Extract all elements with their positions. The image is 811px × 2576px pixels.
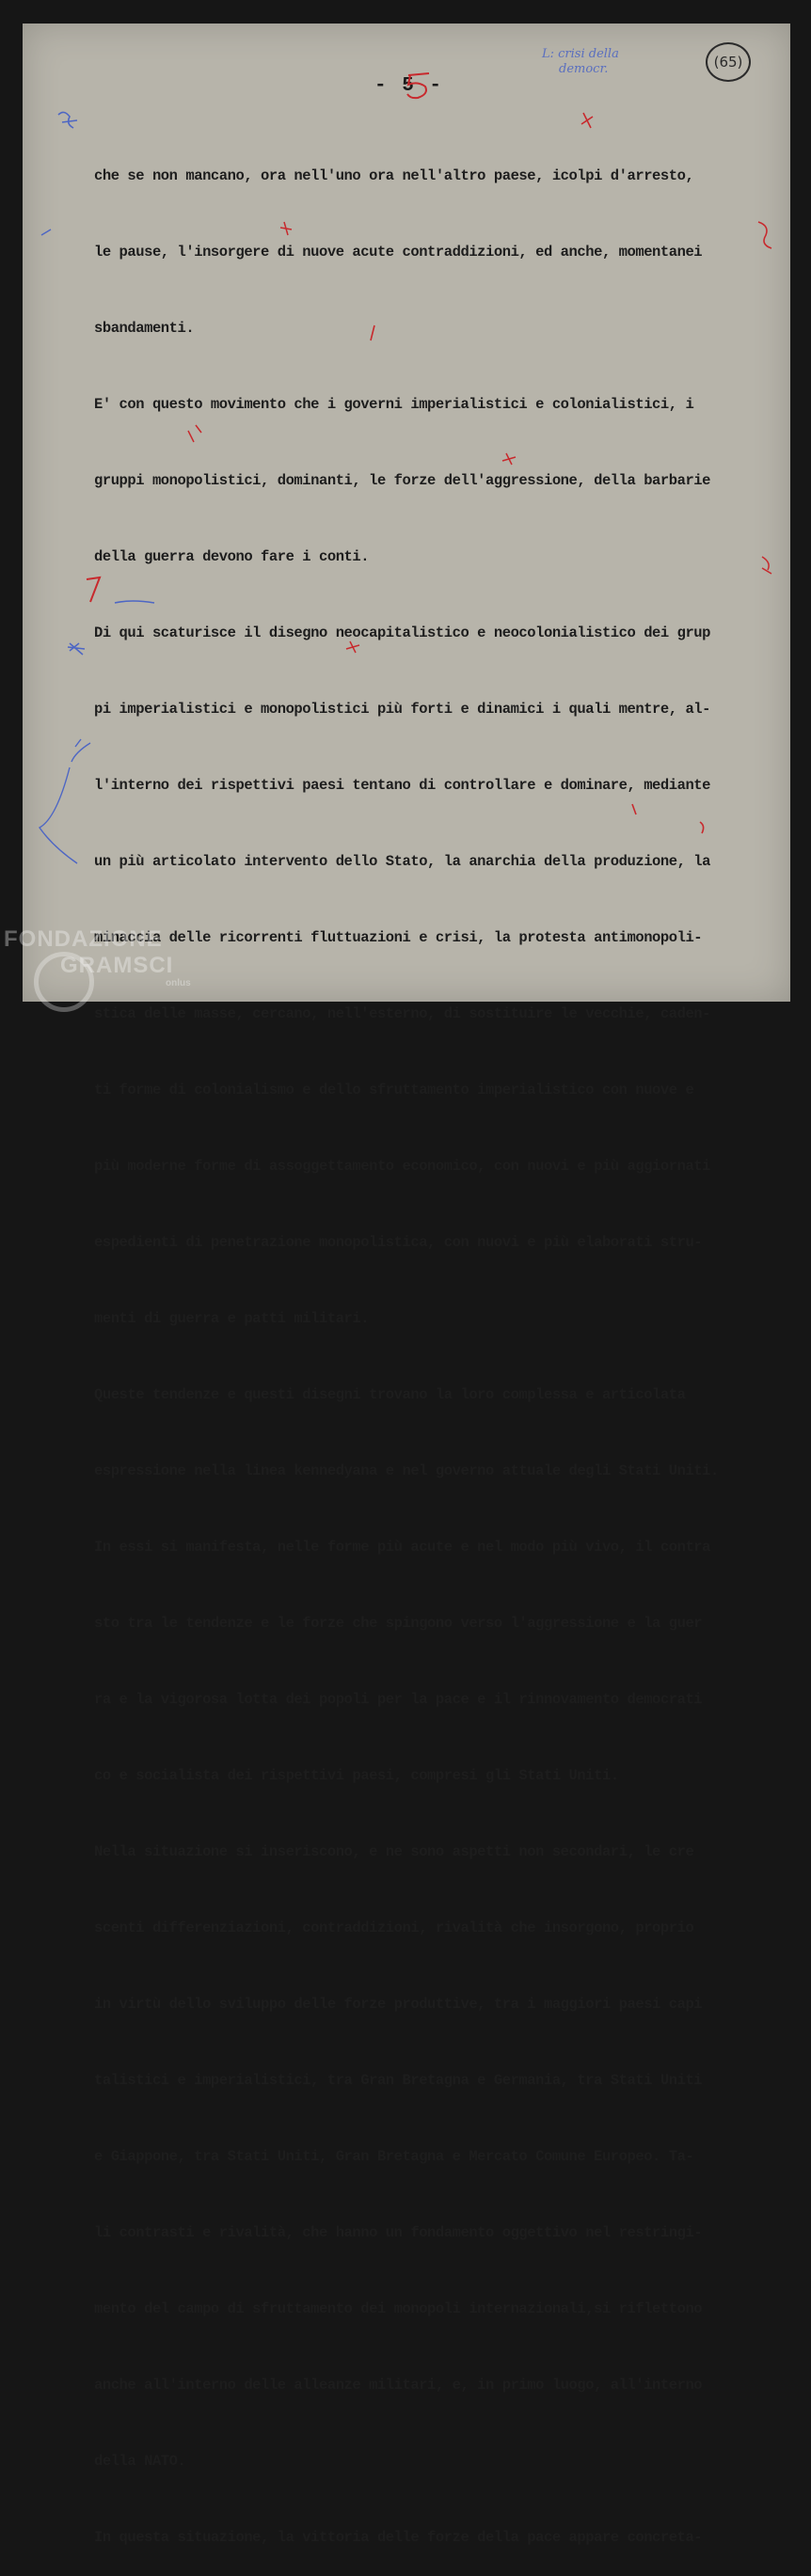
text-line: scenti differenziazioni, contraddizioni, rivalità che insorgono, proprio: [94, 1920, 694, 1936]
text-line: gruppi monopolistici, dominanti, le forze dell'aggressione, della barbarie: [94, 472, 711, 489]
text-line: della NATO.: [94, 2453, 186, 2470]
text-line: ra e la vigorosa lotta dei popoli per la pace e il rinnovamento democrati: [94, 1691, 703, 1708]
archive-page-number: (65): [706, 42, 751, 82]
margin-note-line-2: democr.: [559, 62, 609, 76]
text-line: talistici e imperialistici, tra Gran Bretagna e Germania, tra Stati Uniti: [94, 2072, 703, 2089]
text-line: li contrasti e rivalità, che hanno un fondamento oggettivo nel restringi-: [94, 2224, 703, 2241]
typewritten-body-text: [94, 113, 768, 2576]
foundation-watermark: [4, 926, 191, 988]
text-line: minaccia delle ricorrenti fluttuazioni e crisi, la protesta antimonopoli-: [94, 929, 703, 946]
watermark-line-3: onlus: [166, 978, 191, 988]
text-line: Nella situazione si inseriscono, e ne sono aspetti non secondari, le cre: [94, 1843, 694, 1860]
text-line: mento del campo di sfruttamento dei monopoli internazionali,si riflettono: [94, 2300, 703, 2317]
text-line: co e socialista dei rispettivi paesi, compresi gli Stati Uniti.: [94, 1767, 619, 1784]
text-line: Di qui scaturisce il disegno neocapitalistico e neocolonialistico dei grup: [94, 624, 711, 641]
handwritten-margin-note: [542, 47, 619, 77]
page-number: - 5 -: [374, 75, 444, 97]
watermark-line-1: FONDAZIONE: [4, 926, 163, 952]
text-line: espedienti di penetrazione monopolistica, con nuovi e più elaborati stru-: [94, 1234, 703, 1251]
watermark-line-2: GRAMSCI: [60, 953, 174, 978]
text-line: in virtù dello sviluppo delle forze produttive, tra i maggiori paesi capi: [94, 1996, 703, 2013]
text-line: ti forme di colonialismo e dello sfruttamento imperialistico con nuove e: [94, 1082, 694, 1098]
text-line: E' con questo movimento che i governi imperialistici e colonialistici, i: [94, 396, 694, 413]
text-line: sto tra le tendenze e le forze che spingono verso l'aggressione e la guer: [94, 1615, 703, 1632]
text-line: l'interno dei rispettivi paesi tentano di controllare e dominare, mediante: [94, 777, 711, 794]
text-line: Queste tendenze e questi disegni trovano la loro complessa e articolata: [94, 1386, 686, 1403]
text-line: pi imperialistici e monopolistici più forti e dinamici i quali mentre, al-: [94, 701, 711, 718]
text-line: un più articolato intervento dello Stato, la anarchia della produzione, la: [94, 853, 711, 870]
text-line: espressione nella linea kennedyana e nel governo attuale degli Stati Uniti.: [94, 1462, 719, 1479]
text-line: che se non mancano, ora nell'uno ora nell'altro paese, icolpi d'arresto,: [94, 167, 694, 184]
text-line: sbandamenti.: [94, 320, 195, 337]
text-line: più moderne forme di assoggettamento economico, con nuovi e più aggiornati: [94, 1158, 711, 1175]
text-line: della guerra devono fare i conti.: [94, 548, 370, 565]
margin-note-line-1: L: crisi della: [542, 47, 619, 61]
text-line: menti di guerra e patti militari.: [94, 1310, 370, 1327]
text-line: In essi si manifesta, nelle forme più acute e nel modo più vivo, il contra: [94, 1539, 711, 1556]
text-line: anche all'interno delle alleanze militari, e, in primo luogo, all'interno: [94, 2377, 703, 2394]
text-line: le pause, l'insorgere di nuove acute contraddizioni, ed anche, momentanei: [94, 244, 703, 261]
text-line: e Giappone, tra Stati Uniti, Gran Bretagna e Mercato Comune Europeo. Ta-: [94, 2148, 694, 2165]
text-line: stica delle masse, cercano, nell'esterno, di sostituire le vecchie, caden-: [94, 1005, 711, 1022]
text-line: In questa situazione, la vittoria delle forze della pace appare concreta-: [94, 2529, 703, 2546]
